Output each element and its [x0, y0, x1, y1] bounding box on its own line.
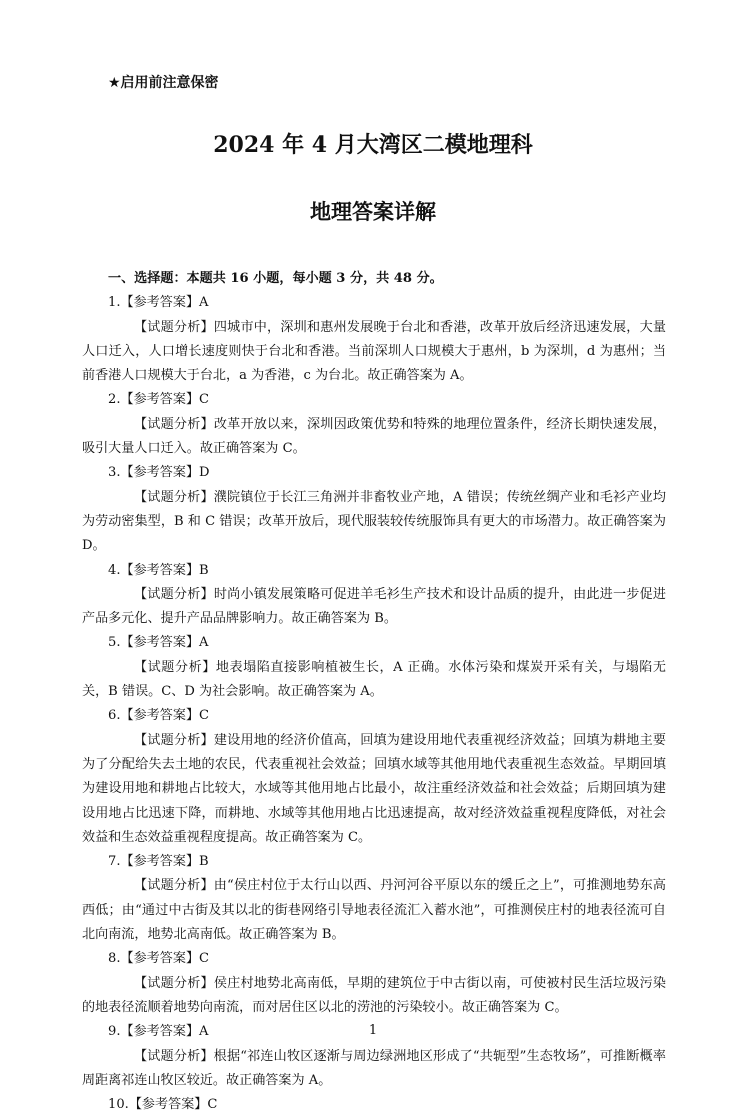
answer-item: [82, 388, 666, 412]
section-heading: 一、选择题：本题共 16 小题，每小题 3 分，共 48 分。: [108, 271, 443, 286]
reference-answer: 【参考答案】B: [120, 562, 209, 578]
answer-analysis: 【试题分析】地表塌陷直接影响植被生长，A 正确。水体污染和煤炭开采有关，与塌陷无关，B 错误。C、D 为社会影响。故正确答案为 A。: [82, 659, 666, 700]
question-number: 1.: [108, 295, 121, 311]
reference-answer: 【参考答案】A: [120, 295, 209, 311]
reference-answer: 【参考答案】A: [120, 635, 209, 651]
answer-item: [82, 947, 666, 971]
reference-answer: 【参考答案】B: [120, 854, 209, 870]
answer-analysis: 【试题分析】时尚小镇发展策略可促进羊毛衫生产技术和设计品质的提升，由此进一步促进产品多元化、提升产品品牌影响力。故正确答案为 B。: [82, 586, 666, 627]
answer-analysis: 【试题分析】根据“祁连山牧区逐渐与周边绿洲地区形成了“共轭型”生态牧场”，可推断概率周距离祁连山牧区较近。故正确答案为 A。: [82, 1048, 666, 1088]
reference-answer: 【参考答案】C: [128, 1097, 218, 1113]
answer-item: [82, 461, 666, 485]
answer-analysis: 【试题分析】侯庄村地势北高南低，早期的建筑位于中古街以南，可使被村民生活垃圾污染的地表径流顺着地势向南流，而对居住区以北的涝池的污染较小。故正确答案为 C。: [82, 975, 666, 1015]
reference-answer: 【参考答案】A: [120, 1024, 209, 1040]
question-number: 10.: [108, 1097, 129, 1113]
answer-item: [82, 559, 666, 583]
answer-item: [82, 850, 666, 874]
answer-content: [82, 267, 666, 1117]
answer-item: [82, 704, 666, 728]
answer-analysis: 【试题分析】建设用地的经济价值高，回填为建设用地代表重视经济效益；回填为耕地主要为了分配给失去土地的农民，代表重视社会效益；回填水域等其他用地代表重视生态效益。早期回填为建设用地和耕地占比较大，水域等其他用地占比最小，故注重经济效益和社会效益；后期回填为建设用地占比迅速下降，而耕地、水域等其他用地占比迅速提高，故对经济效益重视程度降低，对社会效益和生态效益重视程度提高。故正确答案为 C。: [82, 732, 666, 845]
question-number: 5.: [108, 635, 121, 651]
reference-answer: 【参考答案】C: [120, 951, 210, 967]
page-number: 1: [368, 1023, 378, 1038]
question-number: 6.: [108, 708, 121, 724]
question-number: 8.: [108, 951, 121, 967]
page-subtitle: 地理答案详解: [310, 200, 436, 224]
reference-answer: 【参考答案】C: [120, 708, 210, 724]
answer-item: [82, 1093, 666, 1117]
answer-analysis: 【试题分析】由“侯庄村位于太行山以西、丹河河谷平原以东的缓丘之上”，可推测地势东高西低；由“通过中古街及其以北的街巷网络引导地表径流汇入蓄水池”，可推测侯庄村的地表径流可自北向南流，地势北高南低。故正确答案为 B。: [82, 878, 666, 943]
answer-item: [82, 631, 666, 655]
answer-analysis: 【试题分析】四城市中，深圳和惠州发展晚于台北和香港，改革开放后经济迅速发展，大量人口迁入，人口增长速度则快于台北和香港。当前深圳人口规模大于惠州，b 为深圳，d 为惠州；当前香港人口规模大于台北，a 为香港，c 为台北。故正确答案为 A。: [82, 319, 666, 384]
answer-list: [82, 291, 666, 1117]
reference-answer: 【参考答案】C: [120, 392, 210, 408]
answer-analysis: 【试题分析】濮院镇位于长江三角洲并非畜牧业产地，A 错误；传统丝绸产业和毛衫产业均为劳动密集型，B 和 C 错误；改革开放后，现代服装较传统服饰具有更大的市场潜力。故正确答案为 D。: [82, 489, 666, 554]
answer-item: [82, 291, 666, 315]
question-number: 4.: [108, 562, 121, 578]
reference-answer: 【参考答案】D: [120, 465, 210, 481]
question-number: 9.: [108, 1024, 121, 1040]
answer-analysis: 【试题分析】改革开放以来，深圳因政策优势和特殊的地理位置条件，经济长期快速发展，吸引大量人口迁入。故正确答案为 C。: [82, 416, 666, 457]
question-number: 2.: [108, 392, 121, 408]
question-number: 7.: [108, 854, 121, 870]
question-number: 3.: [108, 465, 121, 481]
confidential-notice: ★启用前注意保密: [108, 75, 219, 91]
page-title: 2024 年 4 月大湾区二模地理科: [213, 132, 533, 158]
